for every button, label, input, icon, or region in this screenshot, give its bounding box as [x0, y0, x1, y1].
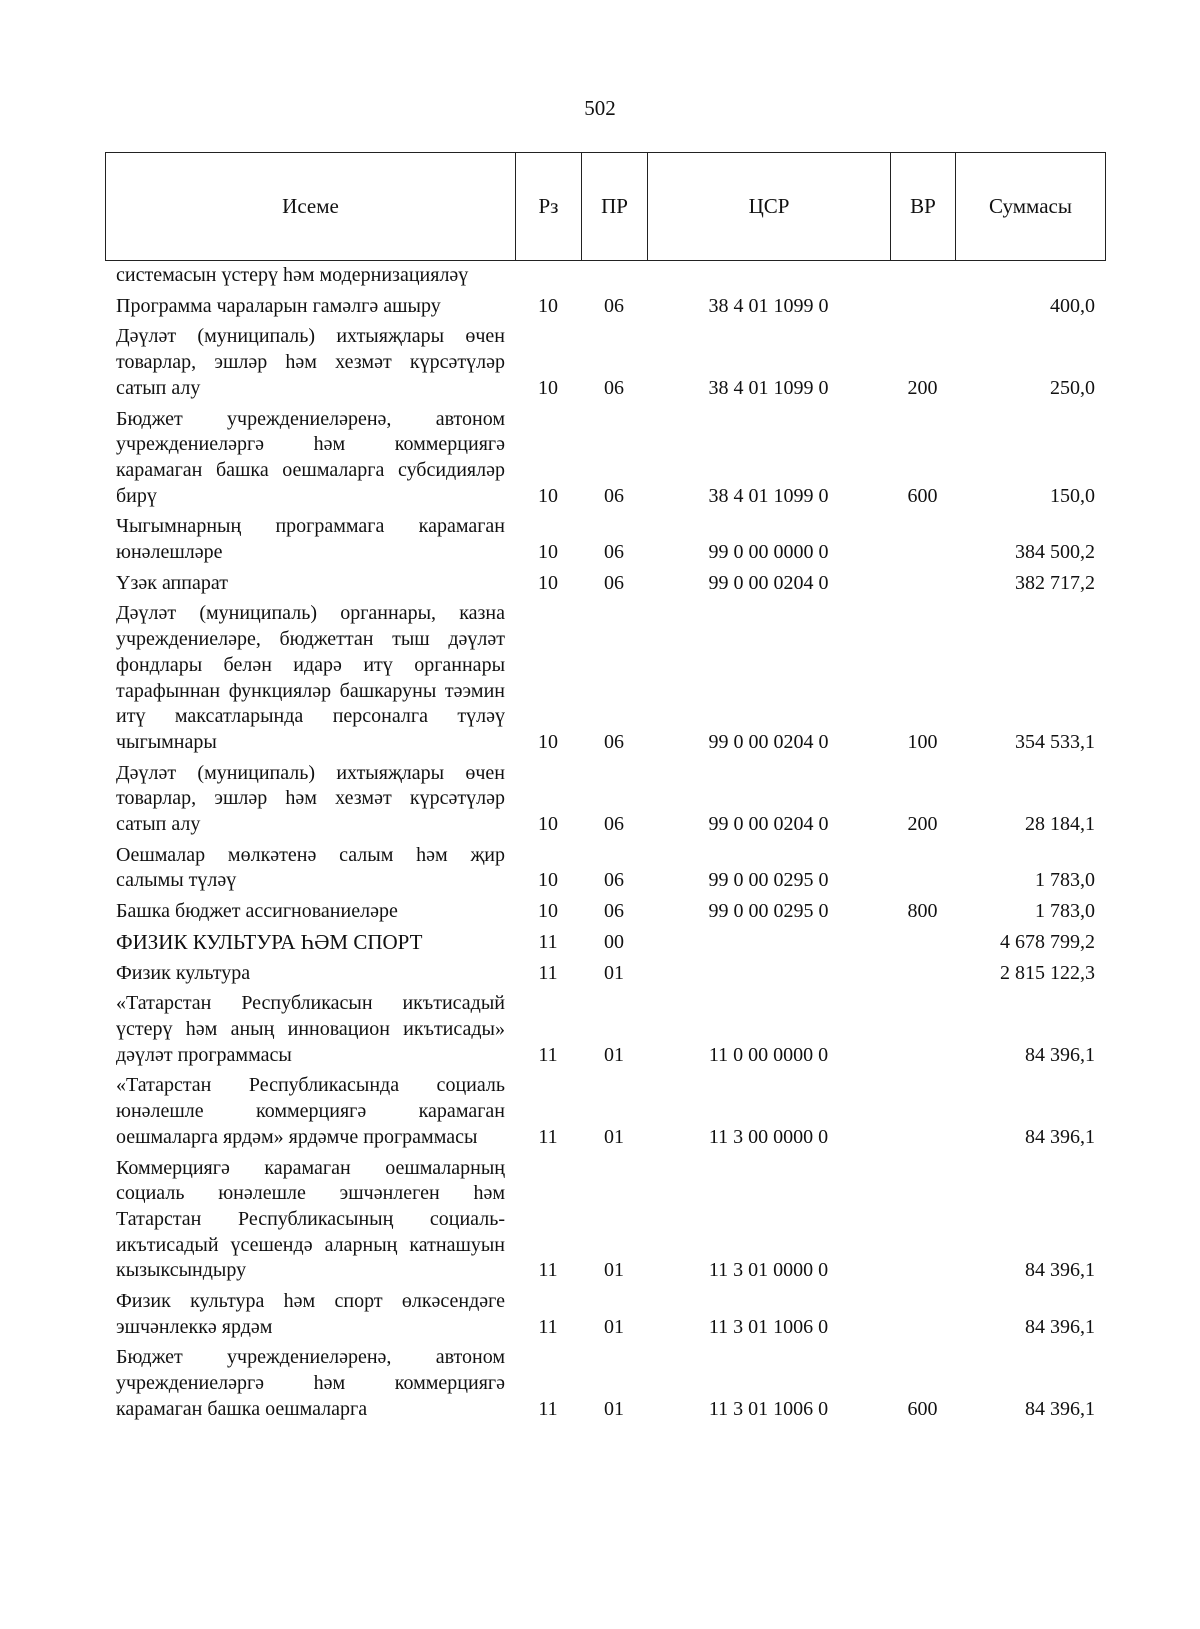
row-rz: 10	[538, 571, 558, 594]
row-name: Программа чараларын гамәлгә ашыру	[116, 294, 441, 317]
row-rz: 11	[538, 1315, 558, 1338]
row-rz: 10	[538, 900, 558, 923]
row-name-cell	[105, 1068, 515, 1150]
header-vr: ВР	[891, 153, 956, 261]
row-sum: 1 783,0	[1035, 869, 1095, 892]
row-pr: 01	[604, 1125, 624, 1148]
row-name: Үзәк аппарат	[116, 571, 228, 594]
row-csr: 11 3 01 0000 0	[708, 1259, 829, 1282]
row-sum: 384 500,2	[1015, 541, 1095, 564]
header-sum: Суммасы	[956, 153, 1106, 261]
table-row	[105, 566, 1105, 597]
row-sum: 1 783,0	[1035, 900, 1095, 923]
row-pr: 01	[604, 1397, 624, 1420]
row-pr: 06	[604, 730, 624, 753]
row-name-cell	[105, 1340, 515, 1422]
row-pr: 01	[604, 1315, 624, 1338]
row-pr: 01	[604, 1259, 624, 1282]
row-sum: 4 678 799,2	[1000, 930, 1095, 953]
row-vr	[890, 566, 955, 597]
row-pr: 00	[604, 930, 624, 953]
table-row	[105, 1284, 1105, 1340]
row-vr: 200	[907, 376, 938, 399]
row-pr: 06	[604, 571, 624, 594]
row-name-cell	[105, 263, 515, 289]
table-row	[105, 838, 1105, 894]
row-pr: 01	[604, 961, 624, 984]
row-vr	[890, 1284, 955, 1340]
row-name-cell	[105, 838, 515, 894]
row-vr	[890, 1151, 955, 1285]
row-sum: 2 815 122,3	[1000, 961, 1095, 984]
table-row	[105, 509, 1105, 565]
row-sum: 84 396,1	[1025, 1315, 1095, 1338]
row-rz: 10	[538, 376, 558, 399]
row-sum	[955, 263, 1105, 289]
row-name: Оешмалар мөлкәтенә салым һәм җир салымы түләү	[116, 843, 505, 892]
row-rz: 10	[538, 294, 558, 317]
row-csr: 11 3 01 1006 0	[708, 1397, 829, 1420]
budget-table	[105, 263, 1105, 1423]
table-row	[105, 596, 1105, 755]
row-name: системасын үстерү һәм модернизацияләү	[116, 264, 469, 286]
row-name-cell	[105, 756, 515, 838]
table-row	[105, 289, 1105, 320]
row-name-cell	[105, 509, 515, 565]
row-csr: 99 0 00 0000 0	[708, 541, 829, 564]
row-vr	[890, 509, 955, 565]
row-name: Бюджет учреждениеләренә, автоном учреждениеләргә һәм коммерциягә карамаган башка оешмаларга	[116, 1346, 505, 1420]
row-name: Чыгымнарның программага карамаган юнәлешләре	[116, 515, 505, 564]
row-sum: 84 396,1	[1025, 1397, 1095, 1420]
row-rz: 11	[538, 1397, 558, 1420]
row-name: Башка бюджет ассигнованиеләре	[116, 900, 398, 923]
row-vr	[890, 986, 955, 1068]
row-name: Бюджет учреждениеләренә, автоном учреждениеләргә һәм коммерциягә карамаган башка оешмаларга субсидияләр бирү	[116, 407, 505, 507]
row-sum: 84 396,1	[1025, 1259, 1095, 1282]
row-name-cell	[105, 289, 515, 320]
row-vr	[890, 925, 955, 956]
header-pr: ПР	[582, 153, 648, 261]
row-csr: 11 0 00 0000 0	[708, 1043, 829, 1066]
row-sum: 400,0	[1050, 294, 1095, 317]
row-name-cell	[105, 925, 515, 956]
row-sum: 84 396,1	[1025, 1043, 1095, 1066]
row-pr: 01	[604, 1043, 624, 1066]
row-csr: 11 3 01 1006 0	[708, 1315, 829, 1338]
row-sum: 354 533,1	[1015, 730, 1095, 753]
row-rz: 11	[538, 1259, 558, 1282]
row-vr	[890, 1068, 955, 1150]
row-pr: 06	[604, 294, 624, 317]
row-name-cell	[105, 319, 515, 401]
row-vr: 800	[907, 900, 938, 923]
row-name-cell	[105, 1284, 515, 1340]
row-vr	[890, 263, 955, 289]
row-csr	[647, 925, 890, 956]
header-name: Исеме	[106, 153, 516, 261]
row-name: «Татарстан Республикасын икътисадый үстерү һәм аның инновацион икътисады» дәүләт программасы	[116, 992, 505, 1066]
row-rz: 10	[538, 730, 558, 753]
row-name: Дәүләт (муниципаль) ихтыяҗлары өчен товарлар, эшләр һәм хезмәт күрсәтүләр сатып алу	[116, 325, 505, 399]
table-row	[105, 1068, 1105, 1150]
table-row	[105, 1151, 1105, 1285]
table-row	[105, 1340, 1105, 1422]
row-csr: 38 4 01 1099 0	[708, 294, 829, 317]
table-row	[105, 756, 1105, 838]
row-vr	[890, 289, 955, 320]
row-sum: 250,0	[1050, 376, 1095, 399]
row-pr: 06	[604, 541, 624, 564]
row-sum: 28 184,1	[1025, 813, 1095, 836]
row-name: Физик культура һәм спорт өлкәсендәге эшчәнлеккә ярдәм	[116, 1290, 505, 1338]
row-rz: 10	[538, 869, 558, 892]
row-rz	[515, 263, 581, 289]
row-name: Дәүләт (муниципаль) ихтыяҗлары өчен товарлар, эшләр һәм хезмәт күрсәтүләр сатып алу	[116, 761, 505, 836]
row-name: Физик культура	[116, 961, 251, 984]
row-csr: 99 0 00 0204 0	[708, 813, 829, 836]
row-name: Коммерциягә карамаган оешмаларның социаль юнәлешле эшчәнлеген һәм Татарстан Республикасының социаль-икътисадый үсешендә аларның катнашуын кызыксындыру	[116, 1156, 505, 1282]
row-sum: 382 717,2	[1015, 571, 1095, 594]
row-name-cell	[105, 1151, 515, 1285]
row-vr: 100	[907, 730, 938, 753]
table-body	[105, 263, 1105, 1423]
row-name-cell	[105, 894, 515, 925]
table-row	[105, 894, 1105, 925]
row-rz: 11	[538, 1125, 558, 1148]
row-csr: 38 4 01 1099 0	[708, 376, 829, 399]
row-sum: 84 396,1	[1025, 1125, 1095, 1148]
page-number: 502	[584, 96, 616, 120]
row-vr: 600	[907, 1397, 938, 1420]
row-name-cell	[105, 956, 515, 987]
row-pr: 06	[604, 376, 624, 399]
row-vr	[890, 956, 955, 987]
row-name-cell	[105, 596, 515, 755]
row-csr: 99 0 00 0295 0	[708, 869, 829, 892]
row-csr: 99 0 00 0204 0	[708, 571, 829, 594]
row-pr	[581, 263, 647, 289]
table-row	[105, 956, 1105, 987]
row-name: «Татарстан Республикасында социаль юнәлешле коммерциягә карамаган оешмаларга ярдәм» ярдәмче программасы	[116, 1074, 505, 1148]
row-rz: 10	[538, 541, 558, 564]
row-name-cell	[105, 402, 515, 510]
row-name: ФИЗИК КУЛЬТУРА ҺӘМ СПОРТ	[116, 929, 423, 954]
header-csr: ЦСР	[648, 153, 891, 261]
row-csr	[647, 263, 890, 289]
row-rz: 11	[538, 961, 558, 984]
row-vr	[890, 838, 955, 894]
table-row	[105, 263, 1105, 289]
table-row	[105, 319, 1105, 401]
row-pr: 06	[604, 869, 624, 892]
row-csr	[647, 956, 890, 987]
table-header	[105, 152, 1106, 261]
header-rz: Рз	[516, 153, 582, 261]
row-pr: 06	[604, 484, 624, 507]
row-name: Дәүләт (муниципаль) органнары, казна учреждениеләре, бюджеттан тыш дәүләт фондлары белән идарә итү органнары тарафыннан функцияләр башкаруны тәэмин итү максатларында персоналга түләү чыгымнары	[116, 602, 505, 753]
row-name-cell	[105, 986, 515, 1068]
table-row	[105, 925, 1105, 956]
table-row	[105, 402, 1105, 510]
row-sum: 150,0	[1050, 484, 1095, 507]
table-row	[105, 986, 1105, 1068]
row-rz: 10	[538, 813, 558, 836]
row-csr: 99 0 00 0295 0	[708, 900, 829, 923]
row-vr: 200	[907, 813, 938, 836]
row-rz: 10	[538, 484, 558, 507]
row-name-cell	[105, 566, 515, 597]
row-csr: 11 3 00 0000 0	[708, 1125, 829, 1148]
row-rz: 11	[538, 930, 558, 953]
row-pr: 06	[604, 813, 624, 836]
row-vr: 600	[907, 484, 938, 507]
row-csr: 38 4 01 1099 0	[708, 484, 829, 507]
row-pr: 06	[604, 900, 624, 923]
row-csr: 99 0 00 0204 0	[708, 730, 829, 753]
row-rz: 11	[538, 1043, 558, 1066]
